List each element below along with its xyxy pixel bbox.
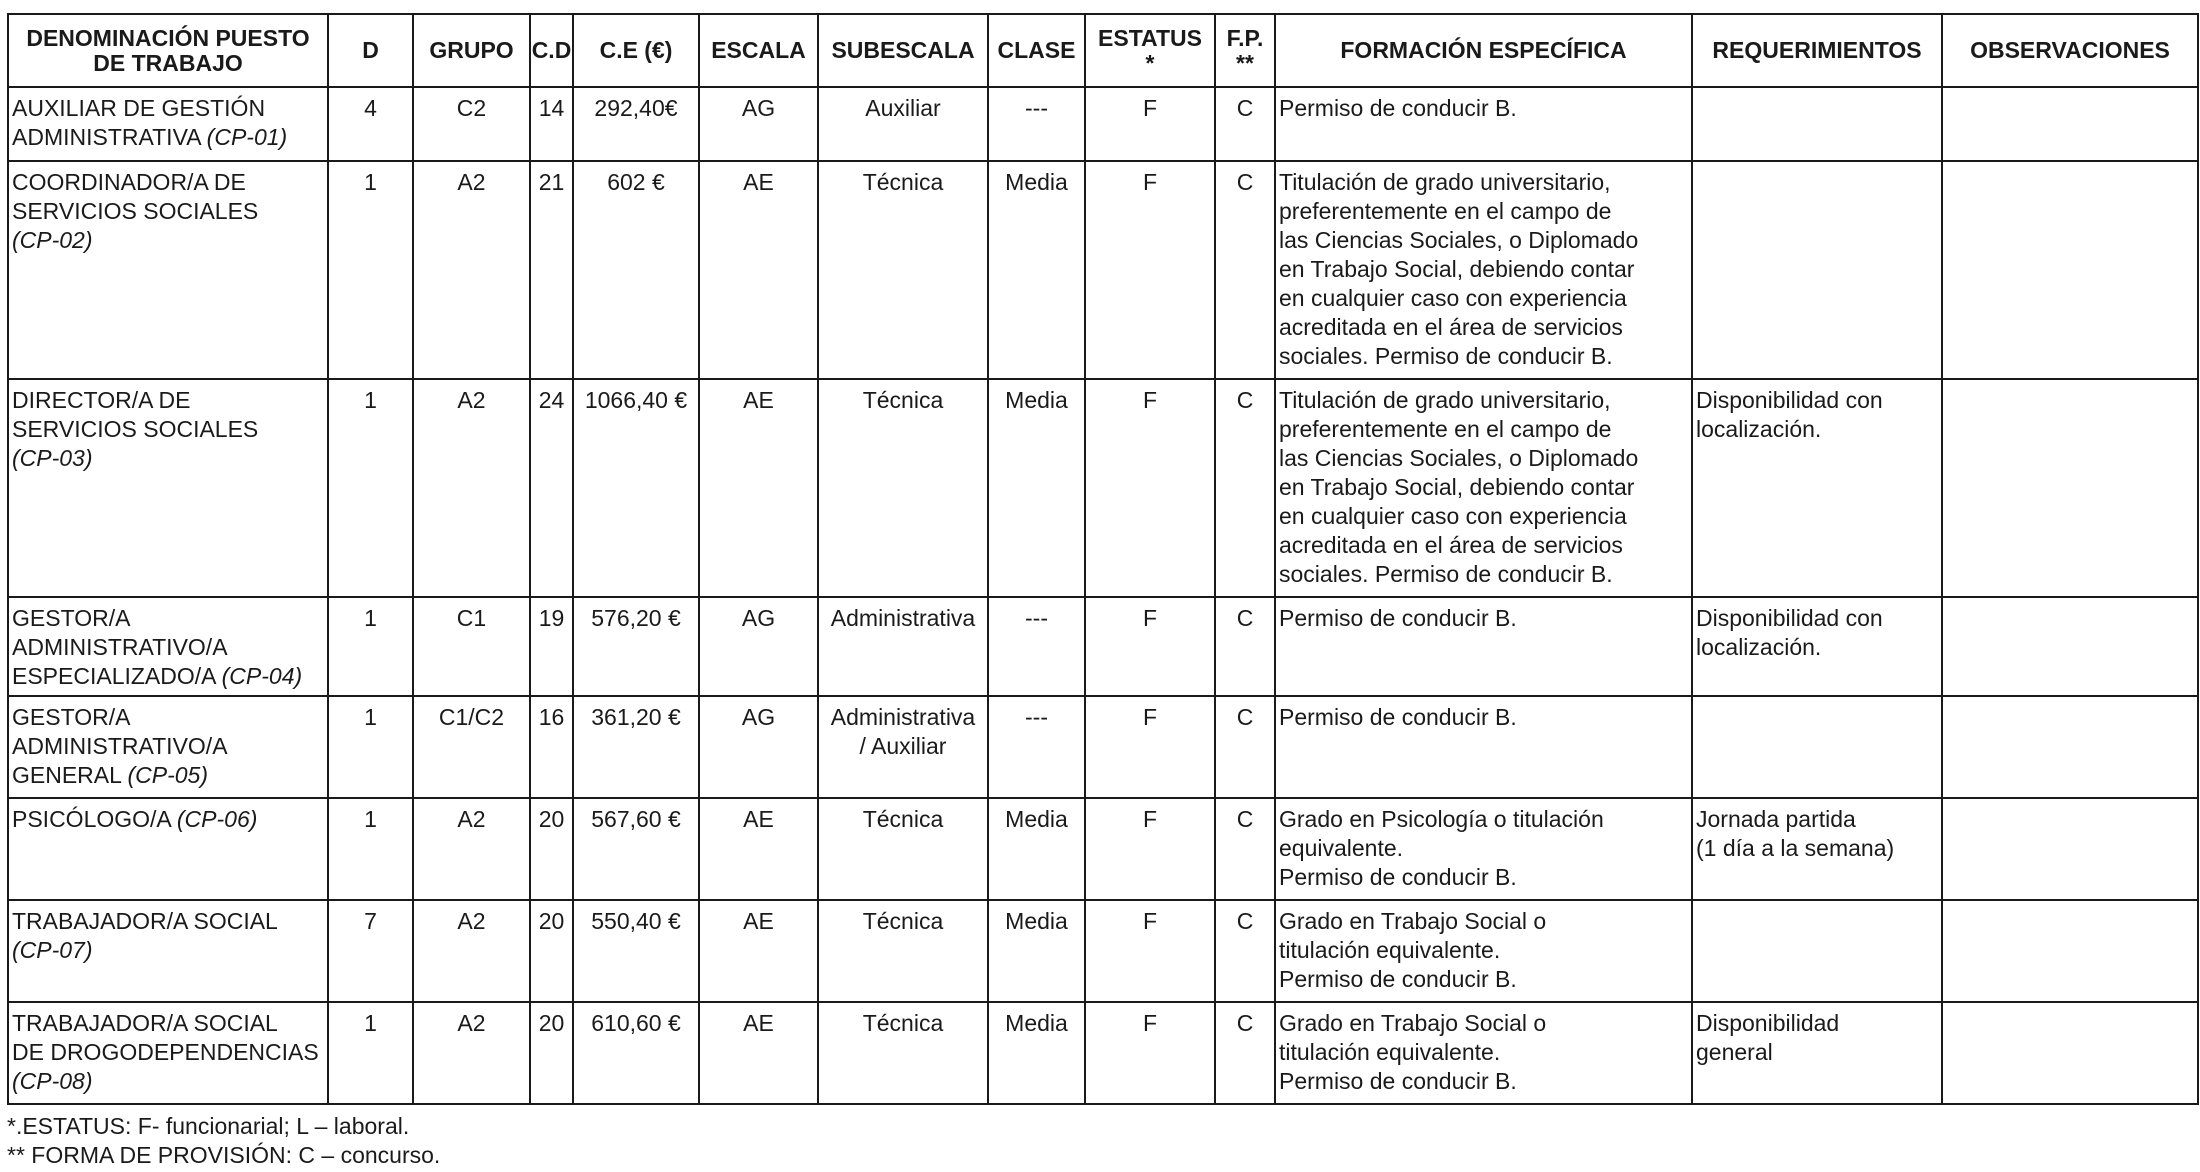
cell-denominacion [8,87,328,161]
header-estatus: ESTATUS * [1085,14,1215,87]
cell-formacion [1275,900,1692,1002]
cell-observaciones [1942,379,2198,597]
position-code: (CP-04) [221,663,303,689]
formacion-line: Titulación de grado universitario, [1279,169,1611,195]
cell-grupo: C1 [413,597,530,696]
header-grupo: GRUPO [413,14,530,87]
formacion-line: Titulación de grado universitario, [1279,387,1611,413]
cell-cd: 14 [530,87,573,161]
formacion-line: Permiso de conducir B. [1279,95,1517,121]
name-text: ADMINISTRATIVA [12,124,207,150]
formacion-line: preferentemente en el campo de [1279,198,1612,224]
footnote-estatus: *.ESTATUS: F- funcionarial; L – laboral. [7,1113,410,1139]
cell-estatus: F [1085,696,1215,798]
cell-d: 1 [328,161,413,379]
cell-cd: 20 [530,1002,573,1104]
subescala-line: Técnica [862,169,944,195]
formacion-line: Grado en Trabajo Social o [1279,1010,1547,1036]
cell-grupo: A2 [413,798,530,900]
position-code: (CP-01) [206,124,288,150]
formacion-line: equivalente. [1279,835,1404,861]
requerimientos-line: localización. [1696,634,1822,660]
cell-denominacion [8,597,328,696]
cell-cd: 20 [530,798,573,900]
header-observaciones: OBSERVACIONES [1942,14,2198,87]
cell-formacion [1275,379,1692,597]
name-text: GENERAL [12,762,128,788]
job-positions-table [7,13,2199,1105]
requerimientos-line: (1 día a la semana) [1696,835,1895,861]
cell-formacion [1275,696,1692,798]
cell-observaciones [1942,696,2198,798]
formacion-line: Permiso de conducir B. [1279,1068,1517,1094]
name-text: TRABAJADOR/A SOCIAL [12,1010,278,1036]
cell-formacion [1275,161,1692,379]
subescala-line: Técnica [862,387,944,413]
cell-requerimientos [1692,900,1942,1002]
job-positions-table-container [7,13,2199,1105]
cell-observaciones [1942,1002,2198,1104]
name-text: DE DROGODEPENDENCIAS [12,1039,319,1065]
header-clase: CLASE [988,14,1085,87]
position-code: (CP-08) [12,1068,93,1094]
cell-d: 1 [328,379,413,597]
cell-denominacion [8,161,328,379]
cell-denominacion [8,1002,328,1104]
table-body [8,87,2198,1104]
name-text: GESTOR/A [12,605,131,631]
footnote-forma-provision: ** FORMA DE PROVISIÓN: C – concurso. [7,1142,441,1168]
cell-ce: 610,60 € [573,1002,699,1104]
name-text: AUXILIAR DE GESTIÓN [12,95,266,121]
requerimientos-line: general [1696,1039,1773,1065]
formacion-line: Grado en Trabajo Social o [1279,908,1547,934]
cell-clase: --- [988,597,1085,696]
cell-ce: 1066,40 € [573,379,699,597]
header-formacion: FORMACIÓN ESPECÍFICA [1275,14,1692,87]
cell-observaciones [1942,900,2198,1002]
cell-clase: Media [988,161,1085,379]
cell-clase: Media [988,379,1085,597]
header-fp: F.P. ** [1215,14,1275,87]
cell-denominacion [8,798,328,900]
cell-requerimientos [1692,161,1942,379]
table-row [8,900,2198,1002]
table-row [8,798,2198,900]
cell-subescala [818,87,988,161]
name-text: SERVICIOS SOCIALES [12,416,259,442]
cell-formacion [1275,597,1692,696]
cell-observaciones [1942,87,2198,161]
subescala-line: Administrativa [830,605,976,631]
position-code: (CP-03) [12,445,93,471]
formacion-line: Permiso de conducir B. [1279,864,1517,890]
cell-subescala [818,597,988,696]
cell-fp: C [1215,87,1275,161]
cell-observaciones [1942,798,2198,900]
cell-cd: 24 [530,379,573,597]
header-d: D [328,14,413,87]
formacion-line: Permiso de conducir B. [1279,704,1517,730]
name-text: ADMINISTRATIVO/A [12,733,228,759]
name-text: ESPECIALIZADO/A [12,663,222,689]
position-code: (CP-06) [176,806,258,832]
cell-d: 7 [328,900,413,1002]
cell-escala: AE [699,161,818,379]
cell-grupo: A2 [413,1002,530,1104]
name-text: SERVICIOS SOCIALES [12,198,259,224]
name-text: COORDINADOR/A DE [12,169,246,195]
cell-ce: 576,20 € [573,597,699,696]
name-text: DIRECTOR/A DE [12,387,191,413]
cell-requerimientos [1692,597,1942,696]
formacion-line: acreditada en el área de servicios [1279,532,1623,558]
cell-ce: 292,40€ [573,87,699,161]
cell-fp: C [1215,379,1275,597]
cell-d: 4 [328,87,413,161]
cell-subescala [818,798,988,900]
cell-escala: AE [699,379,818,597]
table-row [8,161,2198,379]
table-row [8,379,2198,597]
cell-requerimientos [1692,696,1942,798]
name-text: TRABAJADOR/A SOCIAL [12,908,278,934]
table-header-row [8,14,2198,87]
cell-observaciones [1942,161,2198,379]
cell-clase: Media [988,1002,1085,1104]
header-ce: C.E (€) [573,14,699,87]
cell-requerimientos [1692,798,1942,900]
header-cd: C.D [530,14,573,87]
cell-escala: AE [699,1002,818,1104]
cell-cd: 16 [530,696,573,798]
cell-fp: C [1215,900,1275,1002]
requerimientos-line: localización. [1696,416,1822,442]
cell-ce: 550,40 € [573,900,699,1002]
cell-subescala [818,161,988,379]
cell-estatus: F [1085,87,1215,161]
cell-clase: --- [988,696,1085,798]
cell-estatus: F [1085,379,1215,597]
cell-grupo: A2 [413,379,530,597]
name-text: PSICÓLOGO/A [12,806,177,832]
table-row [8,1002,2198,1104]
cell-requerimientos [1692,1002,1942,1104]
cell-escala: AG [699,87,818,161]
cell-formacion [1275,1002,1692,1104]
formacion-line: en Trabajo Social, debiendo contar [1279,256,1635,282]
formacion-line: Permiso de conducir B. [1279,966,1517,992]
cell-d: 1 [328,597,413,696]
cell-estatus: F [1085,161,1215,379]
cell-cd: 19 [530,597,573,696]
cell-escala: AG [699,597,818,696]
formacion-line: titulación equivalente. [1279,1039,1501,1065]
position-code: (CP-07) [12,937,93,963]
cell-grupo: A2 [413,900,530,1002]
cell-fp: C [1215,161,1275,379]
position-code: (CP-05) [127,762,208,788]
formacion-line: en Trabajo Social, debiendo contar [1279,474,1635,500]
cell-ce: 602 € [573,161,699,379]
cell-grupo: C1/C2 [413,696,530,798]
cell-requerimientos [1692,87,1942,161]
cell-subescala [818,1002,988,1104]
position-code: (CP-02) [12,227,93,253]
cell-grupo: A2 [413,161,530,379]
cell-clase: Media [988,798,1085,900]
formacion-line: en cualquier caso con experiencia [1279,503,1627,529]
footnotes [7,1112,440,1170]
cell-requerimientos [1692,379,1942,597]
cell-ce: 567,60 € [573,798,699,900]
formacion-line: Permiso de conducir B. [1279,605,1517,631]
header-subescala: SUBESCALA [818,14,988,87]
cell-clase: Media [988,900,1085,1002]
cell-formacion [1275,87,1692,161]
formacion-line: acreditada en el área de servicios [1279,314,1623,340]
cell-denominacion [8,900,328,1002]
cell-cd: 21 [530,161,573,379]
subescala-line: Auxiliar [865,95,941,121]
cell-escala: AE [699,900,818,1002]
cell-denominacion [8,379,328,597]
subescala-line: Técnica [862,1010,944,1036]
formacion-line: sociales. Permiso de conducir B. [1279,561,1613,587]
cell-cd: 20 [530,900,573,1002]
cell-d: 1 [328,696,413,798]
cell-d: 1 [328,798,413,900]
subescala-line: Administrativa [830,704,976,730]
requerimientos-line: Jornada partida [1696,806,1856,832]
cell-clase: --- [988,87,1085,161]
cell-fp: C [1215,696,1275,798]
formacion-line: en cualquier caso con experiencia [1279,285,1627,311]
cell-escala: AG [699,696,818,798]
cell-estatus: F [1085,1002,1215,1104]
table-row [8,87,2198,161]
cell-d: 1 [328,1002,413,1104]
cell-estatus: F [1085,900,1215,1002]
name-text: GESTOR/A [12,704,131,730]
subescala-line: Técnica [862,806,944,832]
cell-fp: C [1215,1002,1275,1104]
cell-denominacion [8,696,328,798]
requerimientos-line: Disponibilidad [1696,1010,1840,1036]
formacion-line: Grado en Psicología o titulación [1279,806,1604,832]
cell-subescala [818,900,988,1002]
cell-subescala [818,696,988,798]
header-escala: ESCALA [699,14,818,87]
cell-formacion [1275,798,1692,900]
header-requerimientos: REQUERIMIENTOS [1692,14,1942,87]
header-denominacion: DENOMINACIÓN PUESTO DE TRABAJO [8,14,328,87]
cell-estatus: F [1085,798,1215,900]
table-row [8,597,2198,696]
cell-fp: C [1215,597,1275,696]
subescala-line: / Auxiliar [859,733,947,759]
formacion-line: titulación equivalente. [1279,937,1501,963]
formacion-line: las Ciencias Sociales, o Diplomado [1279,227,1639,253]
formacion-line: sociales. Permiso de conducir B. [1279,343,1613,369]
cell-subescala [818,379,988,597]
cell-estatus: F [1085,597,1215,696]
cell-ce: 361,20 € [573,696,699,798]
formacion-line: las Ciencias Sociales, o Diplomado [1279,445,1639,471]
cell-escala: AE [699,798,818,900]
subescala-line: Técnica [862,908,944,934]
cell-observaciones [1942,597,2198,696]
requerimientos-line: Disponibilidad con [1696,605,1883,631]
formacion-line: preferentemente en el campo de [1279,416,1612,442]
cell-fp: C [1215,798,1275,900]
requerimientos-line: Disponibilidad con [1696,387,1883,413]
name-text: ADMINISTRATIVO/A [12,634,228,660]
cell-grupo: C2 [413,87,530,161]
table-row [8,696,2198,798]
